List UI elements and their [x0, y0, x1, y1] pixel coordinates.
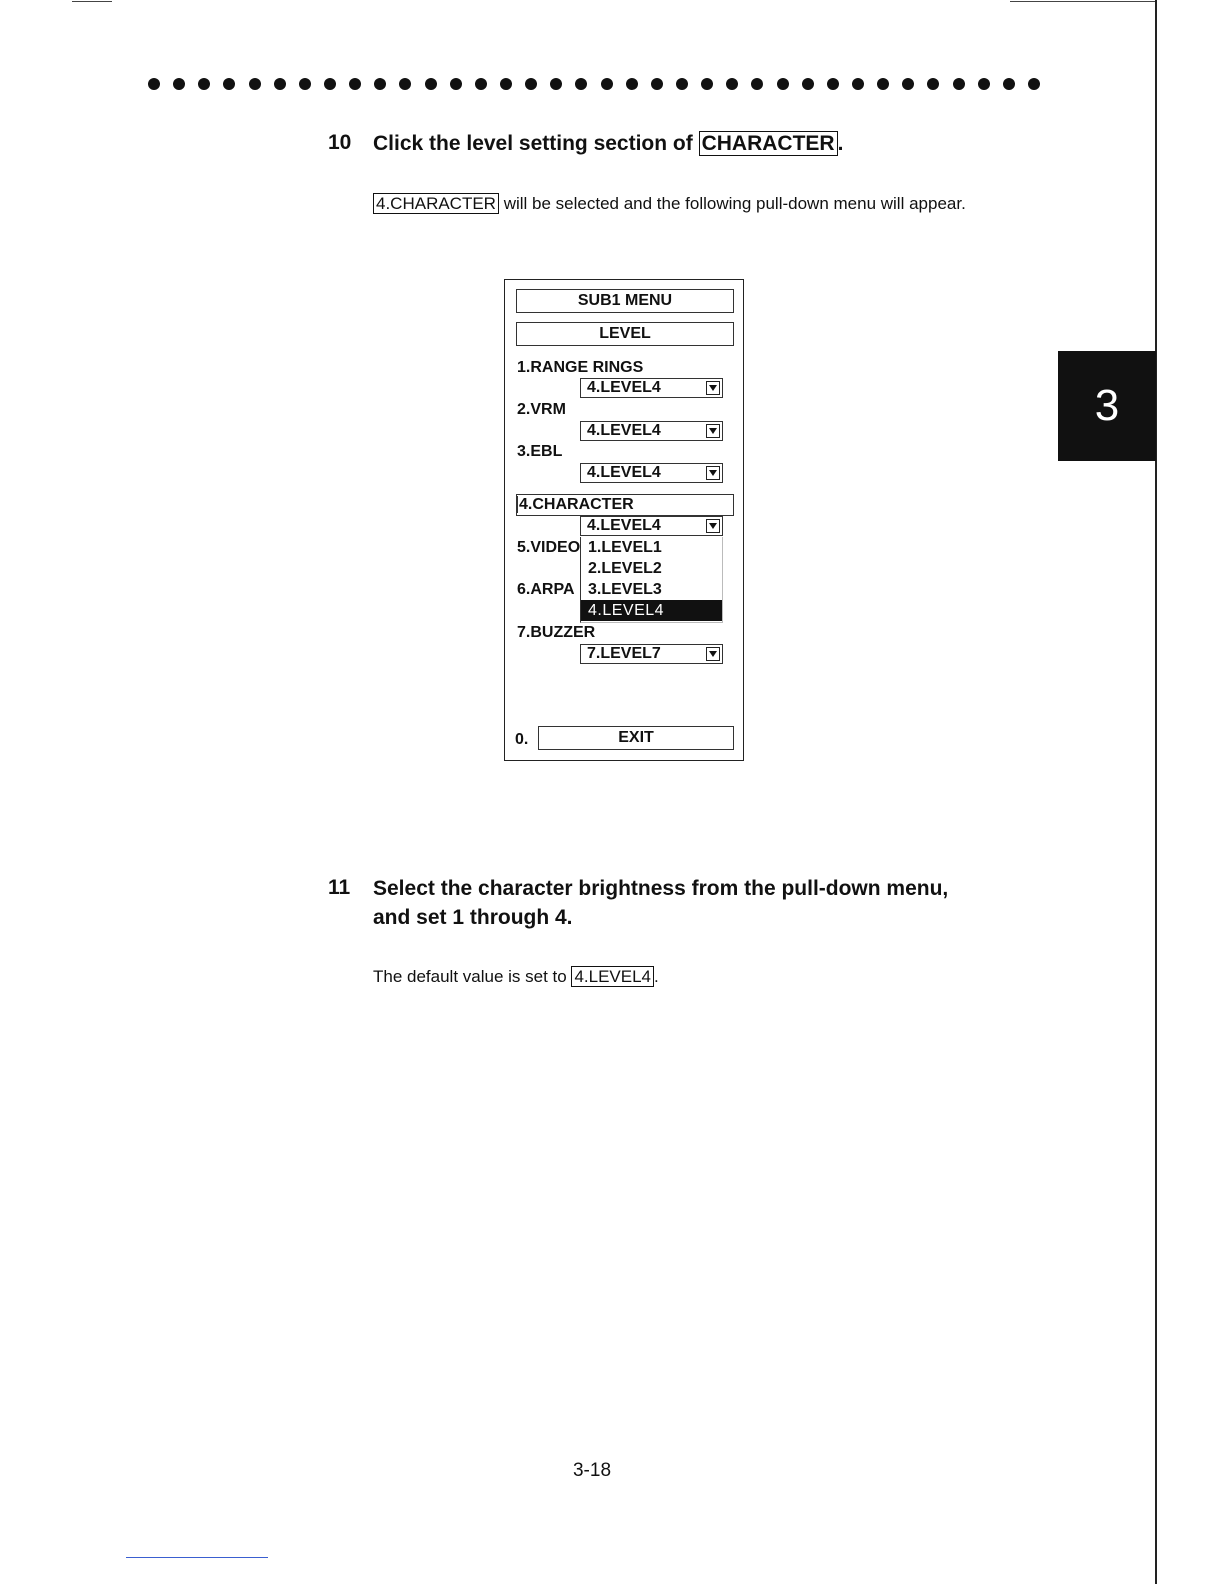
dropdown-option-level2[interactable]: 2.LEVEL2	[588, 560, 662, 577]
divider-dot	[726, 78, 738, 90]
dropdown-option-level4[interactable]: 4.LEVEL4	[581, 600, 722, 621]
default-level-boxed: 4.LEVEL4	[571, 966, 654, 987]
dropdown-arrow-icon[interactable]	[706, 466, 720, 480]
divider-dot	[626, 78, 638, 90]
divider-dot	[827, 78, 839, 90]
step-11-number: 11	[328, 876, 351, 899]
top-rule-left	[72, 1, 112, 2]
menu-title: SUB1 MENU	[516, 289, 734, 313]
ebl-level-value: 4.LEVEL4	[587, 464, 661, 481]
divider-dot	[349, 78, 361, 90]
divider-dot	[525, 78, 537, 90]
sub1-menu-panel	[504, 279, 744, 761]
character-level-select[interactable]	[580, 516, 723, 536]
divider-dot	[802, 78, 814, 90]
divider-dot	[274, 78, 286, 90]
step-11-desc-period: .	[654, 967, 659, 986]
step-10-desc-text: will be selected and the following pull-down menu will appear.	[498, 194, 966, 213]
buzzer-level-value: 7.LEVEL7	[587, 645, 661, 662]
divider-dot	[425, 78, 437, 90]
step-10-description	[373, 193, 966, 215]
menu-item-arpa-label: 6.ARPA	[517, 581, 575, 598]
character-boxed-label: CHARACTER	[699, 131, 838, 156]
exit-button[interactable]: EXIT	[538, 726, 734, 750]
divider-dot	[475, 78, 487, 90]
step-11-desc-text: The default value is set to	[373, 967, 572, 986]
divider-dot	[374, 78, 386, 90]
divider-dot	[877, 78, 889, 90]
divider-dot	[500, 78, 512, 90]
vrm-level-value: 4.LEVEL4	[587, 422, 661, 439]
menu-item-vrm-label: 2.VRM	[517, 401, 566, 418]
range-rings-level-value: 4.LEVEL4	[587, 379, 661, 396]
step-11-description	[373, 966, 659, 988]
divider-dot	[601, 78, 613, 90]
divider-dot	[1003, 78, 1015, 90]
step-11-line1: Select the character brightness from the pull-down menu,	[373, 877, 949, 900]
divider-dot	[299, 78, 311, 90]
divider-dot	[575, 78, 587, 90]
divider-dot	[676, 78, 688, 90]
character-level-value: 4.LEVEL4	[587, 517, 661, 534]
divider-dot	[651, 78, 663, 90]
divider-dot	[324, 78, 336, 90]
menu-item-ebl-label: 3.EBL	[517, 443, 563, 460]
divider-dot	[173, 78, 185, 90]
bottom-rule	[126, 1557, 268, 1558]
menu-item-buzzer-label: 7.BUZZER	[517, 624, 596, 641]
divider-dot	[450, 78, 462, 90]
divider-dot	[751, 78, 763, 90]
divider-dot	[1028, 78, 1040, 90]
divider-dot	[953, 78, 965, 90]
dropdown-arrow-icon[interactable]	[706, 647, 720, 661]
step-10-period: .	[837, 132, 844, 155]
divider-dot	[701, 78, 713, 90]
dropdown-option-level1[interactable]: 1.LEVEL1	[588, 539, 662, 556]
step-10-number: 10	[328, 131, 352, 154]
menu-item-character-label: 4.CHARACTER	[519, 496, 634, 513]
divider-dot	[852, 78, 864, 90]
menu-item-video-label: 5.VIDEO	[517, 539, 581, 556]
divider-dot	[927, 78, 939, 90]
step-11-heading	[373, 874, 948, 932]
dropdown-arrow-icon[interactable]	[706, 424, 720, 438]
menu-subtitle: LEVEL	[516, 322, 734, 346]
dropdown-arrow-icon[interactable]	[706, 381, 720, 395]
divider-dot	[223, 78, 235, 90]
dropdown-arrow-icon[interactable]	[706, 519, 720, 533]
dot-divider	[148, 76, 1040, 92]
character-level-dropdown	[580, 537, 723, 623]
step-11-line2: and set 1 through 4.	[373, 906, 573, 929]
buzzer-level-select[interactable]	[580, 644, 723, 664]
range-rings-level-select[interactable]	[580, 378, 723, 398]
divider-dot	[198, 78, 210, 90]
divider-dot	[148, 78, 160, 90]
divider-dot	[902, 78, 914, 90]
divider-dot	[978, 78, 990, 90]
menu-item-character-selected[interactable]	[516, 494, 734, 516]
step-10-text: Click the level setting section of	[373, 132, 699, 155]
ebl-level-select[interactable]	[580, 463, 723, 483]
dropdown-option-level3[interactable]: 3.LEVEL3	[588, 581, 662, 598]
divider-dot	[550, 78, 562, 90]
divider-dot	[249, 78, 261, 90]
divider-dot	[399, 78, 411, 90]
chapter-tab: 3	[1058, 351, 1156, 461]
top-rule-right	[1010, 1, 1156, 2]
divider-dot	[777, 78, 789, 90]
character-item-boxed: 4.CHARACTER	[373, 193, 499, 214]
exit-number: 0.	[515, 731, 529, 748]
vrm-level-select[interactable]	[580, 421, 723, 441]
step-10-heading	[373, 129, 843, 158]
menu-item-range-rings-label: 1.RANGE RINGS	[517, 359, 644, 376]
page-number: 3-18	[572, 1460, 612, 1481]
right-margin-rule	[1155, 0, 1157, 1584]
